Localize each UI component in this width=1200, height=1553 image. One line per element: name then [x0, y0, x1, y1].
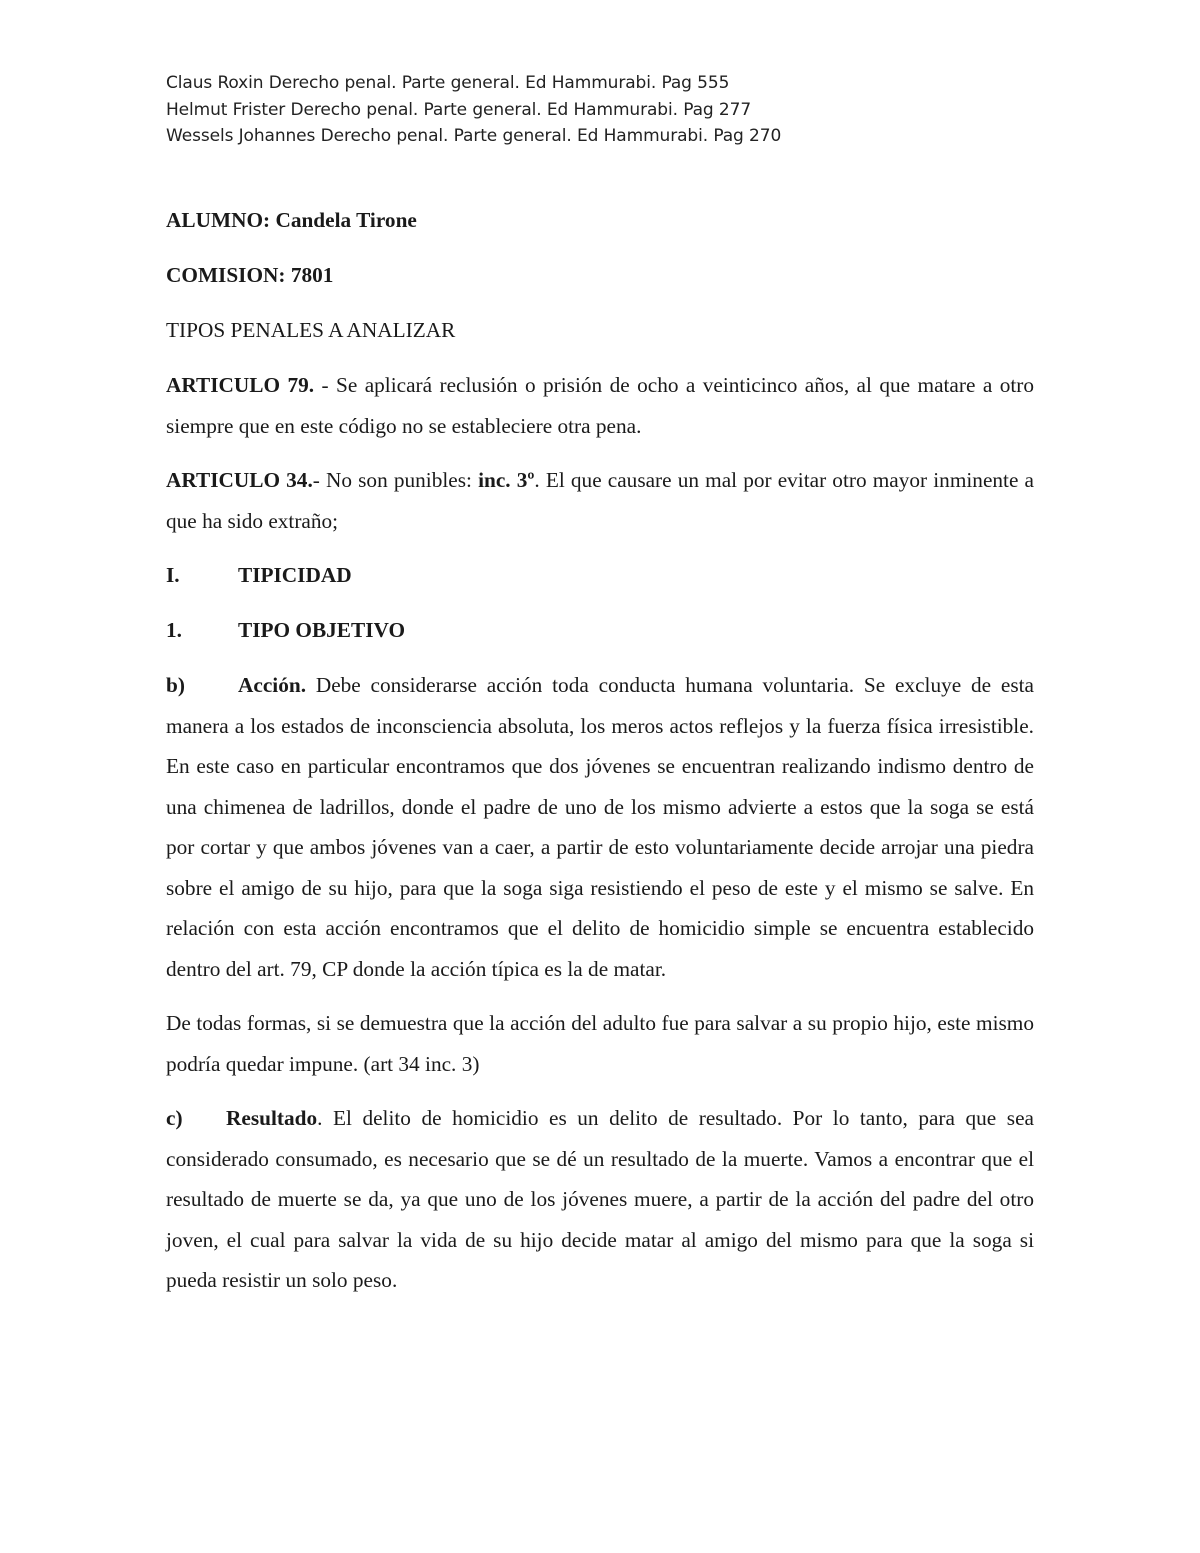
student-label: ALUMNO: — [166, 208, 271, 232]
article-79-text: - Se aplicará reclusión o prisión de ocho a veinticinco años, al que matare a otro siempre que en este código no se estableciere otra pena. — [166, 373, 1035, 438]
section-b-paragraph — [166, 665, 1034, 989]
student-line — [166, 200, 1034, 240]
section-b-label: Acción. — [238, 673, 307, 697]
section-b-number: b) — [166, 673, 185, 697]
section-title: TIPOS PENALES A ANALIZAR — [166, 318, 456, 342]
section-c-text: . El delito de homicidio es un delito de resultado. Por lo tanto, para que sea considerado consumado, es necesario que se dé un resultado de la muerte. Vamos a encontrar que el resultado de muerte se da, ya que uno de los jóvenes muere, a partir de la acción del padre del otro joven, el cual para salvar la vida de su hijo decide matar al amigo del mismo para que la soga si pueda resistir un solo peso. — [166, 1106, 1034, 1292]
article-34-text-a: - No son punibles: — [312, 468, 479, 492]
commission-value: 7801 — [290, 263, 334, 287]
article-79-paragraph — [166, 365, 1034, 446]
reference-line: Claus Roxin Derecho penal. Parte general. Ed Hammurabi. Pag 555 — [166, 73, 730, 93]
heading-title: TIPO OBJETIVO — [238, 618, 406, 642]
section-c-paragraph — [166, 1098, 1034, 1301]
commission-line — [166, 255, 1034, 295]
heading-title: TIPICIDAD — [238, 563, 352, 587]
article-79-label: ARTICULO 79. — [166, 373, 315, 397]
section-c-label: Resultado — [226, 1106, 318, 1130]
heading-number: I. — [166, 563, 180, 587]
heading-tipicidad — [166, 555, 1034, 595]
section-b-text: Debe considerarse acción toda conducta humana voluntaria. Se excluye de esta manera a los estados de inconsciencia absoluta, los meros actos reflejos y la fuerza física irresistible. En este caso en particular encontramos que dos jóvenes se encuentran realizando indismo dentro de una chimenea de ladrillos, donde el padre de uno de los mismo advierte a estos que la soga se está por cortar y que ambos jóvenes van a caer, a partir de esto voluntariamente decide arrojar una piedra sobre el amigo de su hijo, para que la soga siga resistiendo el peso de este y el mismo se salve. En relación con esta acción encontramos que el delito de homicidio simple se encuentra establecido dentro del art. 79, CP donde la acción típica es la de matar. — [166, 673, 1034, 981]
document-body — [166, 200, 1034, 1315]
reference-line: Helmut Frister Derecho penal. Parte general. Ed Hammurabi. Pag 277 — [166, 99, 752, 120]
article-34-label: ARTICULO 34. — [166, 468, 313, 492]
heading-number: 1. — [166, 618, 182, 642]
references-block — [166, 70, 781, 150]
heading-tipo-objetivo — [166, 610, 1034, 650]
reference-line: Wessels Johannes Derecho penal. Parte general. Ed Hammurabi. Pag 270 — [166, 126, 782, 146]
article-34-inc: inc. 3º — [478, 468, 535, 492]
article-34-paragraph — [166, 460, 1034, 541]
student-name: Candela Tirone — [275, 208, 417, 232]
commission-label: COMISION: — [166, 263, 286, 287]
impunity-paragraph: De todas formas, si se demuestra que la acción del adulto fue para salvar a su propio hijo, este mismo podría quedar impune. (art 34 inc. 3) — [166, 1011, 1034, 1076]
article-34-text-b: . El que causare un mal por evitar otro mayor inminente a que ha sido extraño; — [166, 468, 1034, 533]
section-c-number: c) — [166, 1106, 183, 1130]
